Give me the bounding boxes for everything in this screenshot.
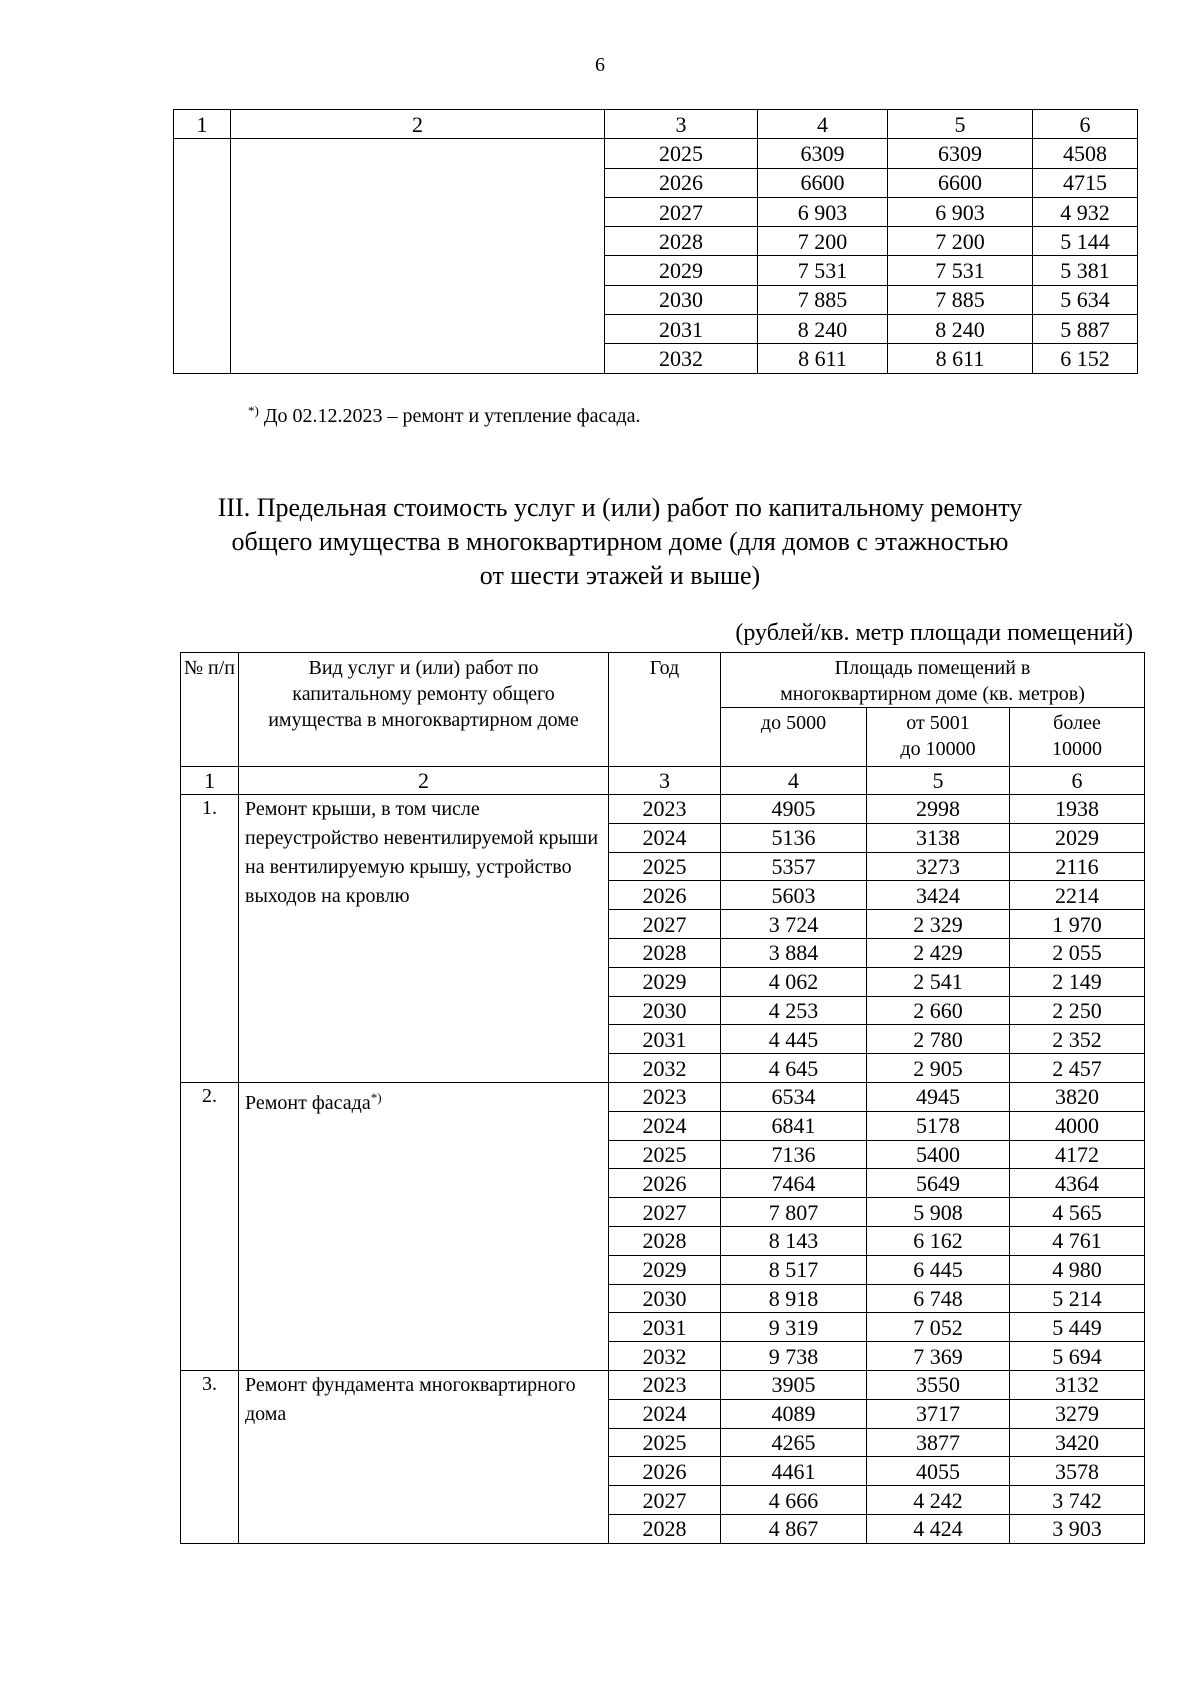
value-cell: 5136 [721, 823, 867, 852]
work-type [239, 1370, 609, 1543]
year-cell: 2027 [605, 197, 758, 226]
column-number: 1 [181, 767, 239, 795]
value-cell: 4 424 [867, 1514, 1010, 1543]
value-cell: 3578 [1010, 1457, 1145, 1486]
value-cell: 5400 [867, 1140, 1010, 1169]
value-cell: 2 055 [1010, 938, 1145, 967]
value-cell: 4000 [1010, 1111, 1145, 1140]
value-cell: 5 634 [1033, 285, 1138, 314]
table-row [181, 795, 1145, 824]
value-cell: 5 908 [867, 1198, 1010, 1227]
year-cell: 2024 [609, 823, 721, 852]
value-cell: 4172 [1010, 1140, 1145, 1169]
value-cell: 2 457 [1010, 1054, 1145, 1083]
year-cell: 2029 [609, 967, 721, 996]
section-title-line-2: общего имущества в многоквартирном доме (для домов с этажностью [231, 527, 1009, 556]
value-cell: 2 149 [1010, 967, 1145, 996]
header-work: Вид услуг и (или) работ по капитальному ремонту общего имущества в многоквартирном доме [239, 653, 609, 767]
year-cell: 2024 [609, 1399, 721, 1428]
value-cell: 7 052 [867, 1313, 1010, 1342]
value-cell: 6600 [888, 168, 1033, 197]
value-cell: 8 611 [758, 344, 888, 373]
empty-work-cell [231, 139, 605, 373]
value-cell: 4 445 [721, 1025, 867, 1054]
footnote [248, 403, 641, 428]
value-cell: 5 381 [1033, 256, 1138, 285]
column-number: 2 [239, 767, 609, 795]
year-cell: 2030 [609, 1284, 721, 1313]
value-cell: 9 319 [721, 1313, 867, 1342]
column-number: 1 [174, 110, 231, 139]
value-cell: 3420 [1010, 1428, 1145, 1457]
value-cell: 8 918 [721, 1284, 867, 1313]
section-title-line-1: III. Предельная стоимость услуг и (или) работ по капитальному ремонту [217, 493, 1023, 522]
header-row [181, 653, 1145, 708]
item-number: 1. [181, 795, 239, 1083]
section-title [140, 491, 1100, 593]
year-cell: 2027 [609, 910, 721, 939]
units-label: (рублей/кв. метр площади помещений) [735, 620, 1133, 646]
value-cell: 6 152 [1033, 344, 1138, 373]
year-cell: 2025 [609, 852, 721, 881]
year-cell: 2031 [609, 1313, 721, 1342]
page-number: 6 [595, 54, 605, 76]
value-cell: 4 867 [721, 1514, 867, 1543]
value-cell: 6 445 [867, 1255, 1010, 1284]
value-cell: 7 369 [867, 1342, 1010, 1371]
value-cell: 1 970 [1010, 910, 1145, 939]
table-row [174, 139, 1138, 168]
column-number-row [181, 767, 1145, 795]
work-type [239, 1082, 609, 1370]
value-cell: 1938 [1010, 795, 1145, 824]
value-cell: 4 666 [721, 1486, 867, 1515]
footnote-mark: *) [248, 403, 259, 418]
value-cell: 9 738 [721, 1342, 867, 1371]
value-cell: 3717 [867, 1399, 1010, 1428]
value-cell: 3138 [867, 823, 1010, 852]
value-cell: 4905 [721, 795, 867, 824]
value-cell: 8 517 [721, 1255, 867, 1284]
value-cell: 4 062 [721, 967, 867, 996]
year-cell: 2032 [609, 1342, 721, 1371]
year-cell: 2032 [605, 344, 758, 373]
year-cell: 2026 [609, 1457, 721, 1486]
year-cell: 2026 [605, 168, 758, 197]
value-cell: 2116 [1010, 852, 1145, 881]
value-cell: 5 214 [1010, 1284, 1145, 1313]
value-cell: 4 253 [721, 996, 867, 1025]
year-cell: 2023 [609, 795, 721, 824]
value-cell: 7 531 [758, 256, 888, 285]
value-cell: 2 905 [867, 1054, 1010, 1083]
header-col5: от 5001 до 10000 [867, 708, 1010, 767]
year-cell: 2024 [609, 1111, 721, 1140]
value-cell: 8 240 [888, 315, 1033, 344]
value-cell: 3 724 [721, 910, 867, 939]
column-number: 2 [231, 110, 605, 139]
value-cell: 5 144 [1033, 227, 1138, 256]
column-number: 4 [721, 767, 867, 795]
value-cell: 6309 [758, 139, 888, 168]
year-cell: 2031 [609, 1025, 721, 1054]
column-number: 6 [1033, 110, 1138, 139]
value-cell: 4508 [1033, 139, 1138, 168]
value-cell: 2 780 [867, 1025, 1010, 1054]
year-cell: 2026 [609, 881, 721, 910]
value-cell: 4364 [1010, 1169, 1145, 1198]
value-cell: 2 660 [867, 996, 1010, 1025]
value-cell: 8 240 [758, 315, 888, 344]
year-cell: 2030 [605, 285, 758, 314]
work-type [239, 795, 609, 1083]
value-cell: 3132 [1010, 1370, 1145, 1399]
column-number: 4 [758, 110, 888, 139]
value-cell: 3 742 [1010, 1486, 1145, 1515]
year-cell: 2028 [609, 1514, 721, 1543]
year-cell: 2023 [609, 1370, 721, 1399]
value-cell: 6841 [721, 1111, 867, 1140]
year-cell: 2028 [605, 227, 758, 256]
column-number: 3 [609, 767, 721, 795]
value-cell: 4 242 [867, 1486, 1010, 1515]
value-cell: 2 541 [867, 967, 1010, 996]
value-cell: 3820 [1010, 1082, 1145, 1111]
value-cell: 2029 [1010, 823, 1145, 852]
value-cell: 4 565 [1010, 1198, 1145, 1227]
header-col4: до 5000 [721, 708, 867, 767]
value-cell: 4265 [721, 1428, 867, 1457]
value-cell: 6 903 [758, 197, 888, 226]
header-area-group: Площадь помещений в многоквартирном доме (кв. метров) [721, 653, 1145, 708]
table-row [181, 1370, 1145, 1399]
column-number: 3 [605, 110, 758, 139]
value-cell: 8 611 [888, 344, 1033, 373]
value-cell: 7 200 [758, 227, 888, 256]
year-cell: 2028 [609, 938, 721, 967]
value-cell: 3905 [721, 1370, 867, 1399]
value-cell: 3877 [867, 1428, 1010, 1457]
column-number: 5 [888, 110, 1033, 139]
value-cell: 7 885 [758, 285, 888, 314]
value-cell: 6 903 [888, 197, 1033, 226]
year-cell: 2029 [609, 1255, 721, 1284]
column-number-row [174, 110, 1138, 139]
value-cell: 8 143 [721, 1226, 867, 1255]
value-cell: 2 429 [867, 938, 1010, 967]
value-cell: 6309 [888, 139, 1033, 168]
value-cell: 6600 [758, 168, 888, 197]
table-row [181, 1082, 1145, 1111]
value-cell: 2 352 [1010, 1025, 1145, 1054]
value-cell: 3273 [867, 852, 1010, 881]
value-cell: 2998 [867, 795, 1010, 824]
value-cell: 5 449 [1010, 1313, 1145, 1342]
year-cell: 2026 [609, 1169, 721, 1198]
item-number: 3. [181, 1370, 239, 1543]
item-number: 2. [181, 1082, 239, 1370]
work-type-text: Ремонт крыши, в том числе переустройство невентилируемой крыши на вентилируемую крышу, устройство выходов на кровлю [245, 798, 599, 907]
header-col6: более 10000 [1010, 708, 1145, 767]
value-cell: 2 329 [867, 910, 1010, 939]
year-cell: 2029 [605, 256, 758, 285]
value-cell: 2214 [1010, 881, 1145, 910]
work-type-text: Ремонт фундамента многоквартирного дома [245, 1373, 576, 1425]
value-cell: 3424 [867, 881, 1010, 910]
year-cell: 2025 [609, 1428, 721, 1457]
value-cell: 5603 [721, 881, 867, 910]
value-cell: 5 887 [1033, 315, 1138, 344]
year-cell: 2023 [609, 1082, 721, 1111]
value-cell: 4 980 [1010, 1255, 1145, 1284]
year-cell: 2032 [609, 1054, 721, 1083]
value-cell: 7 200 [888, 227, 1033, 256]
value-cell: 6534 [721, 1082, 867, 1111]
value-cell: 5178 [867, 1111, 1010, 1140]
year-cell: 2030 [609, 996, 721, 1025]
value-cell: 4 932 [1033, 197, 1138, 226]
value-cell: 3550 [867, 1370, 1010, 1399]
year-cell: 2031 [605, 315, 758, 344]
year-cell: 2027 [609, 1486, 721, 1515]
value-cell: 4715 [1033, 168, 1138, 197]
year-cell: 2025 [609, 1140, 721, 1169]
empty-num-cell [174, 139, 231, 373]
value-cell: 3 903 [1010, 1514, 1145, 1543]
value-cell: 4055 [867, 1457, 1010, 1486]
value-cell: 5649 [867, 1169, 1010, 1198]
value-cell: 4945 [867, 1082, 1010, 1111]
footnote-text: До 02.12.2023 – ремонт и утепление фасада. [263, 405, 641, 427]
value-cell: 5357 [721, 852, 867, 881]
main-cost-table [180, 652, 1145, 1544]
year-cell: 2027 [609, 1198, 721, 1227]
value-cell: 7 885 [888, 285, 1033, 314]
column-number: 6 [1010, 767, 1145, 795]
value-cell: 4089 [721, 1399, 867, 1428]
value-cell: 7 531 [888, 256, 1033, 285]
value-cell: 2 250 [1010, 996, 1145, 1025]
value-cell: 3279 [1010, 1399, 1145, 1428]
header-year: Год [609, 653, 721, 767]
year-cell: 2025 [605, 139, 758, 168]
value-cell: 5 694 [1010, 1342, 1145, 1371]
value-cell: 4 761 [1010, 1226, 1145, 1255]
year-cell: 2028 [609, 1226, 721, 1255]
value-cell: 7136 [721, 1140, 867, 1169]
value-cell: 4 645 [721, 1054, 867, 1083]
work-type-text: Ремонт фасада [245, 1091, 371, 1114]
header-num: № п/п [181, 653, 239, 767]
value-cell: 7464 [721, 1169, 867, 1198]
column-number: 5 [867, 767, 1010, 795]
value-cell: 7 807 [721, 1198, 867, 1227]
value-cell: 6 162 [867, 1226, 1010, 1255]
value-cell: 4461 [721, 1457, 867, 1486]
value-cell: 6 748 [867, 1284, 1010, 1313]
top-table-continuation [173, 109, 1138, 374]
value-cell: 3 884 [721, 938, 867, 967]
section-title-line-3: от шести этажей и выше) [479, 561, 761, 590]
footnote-mark: *) [370, 1089, 382, 1105]
